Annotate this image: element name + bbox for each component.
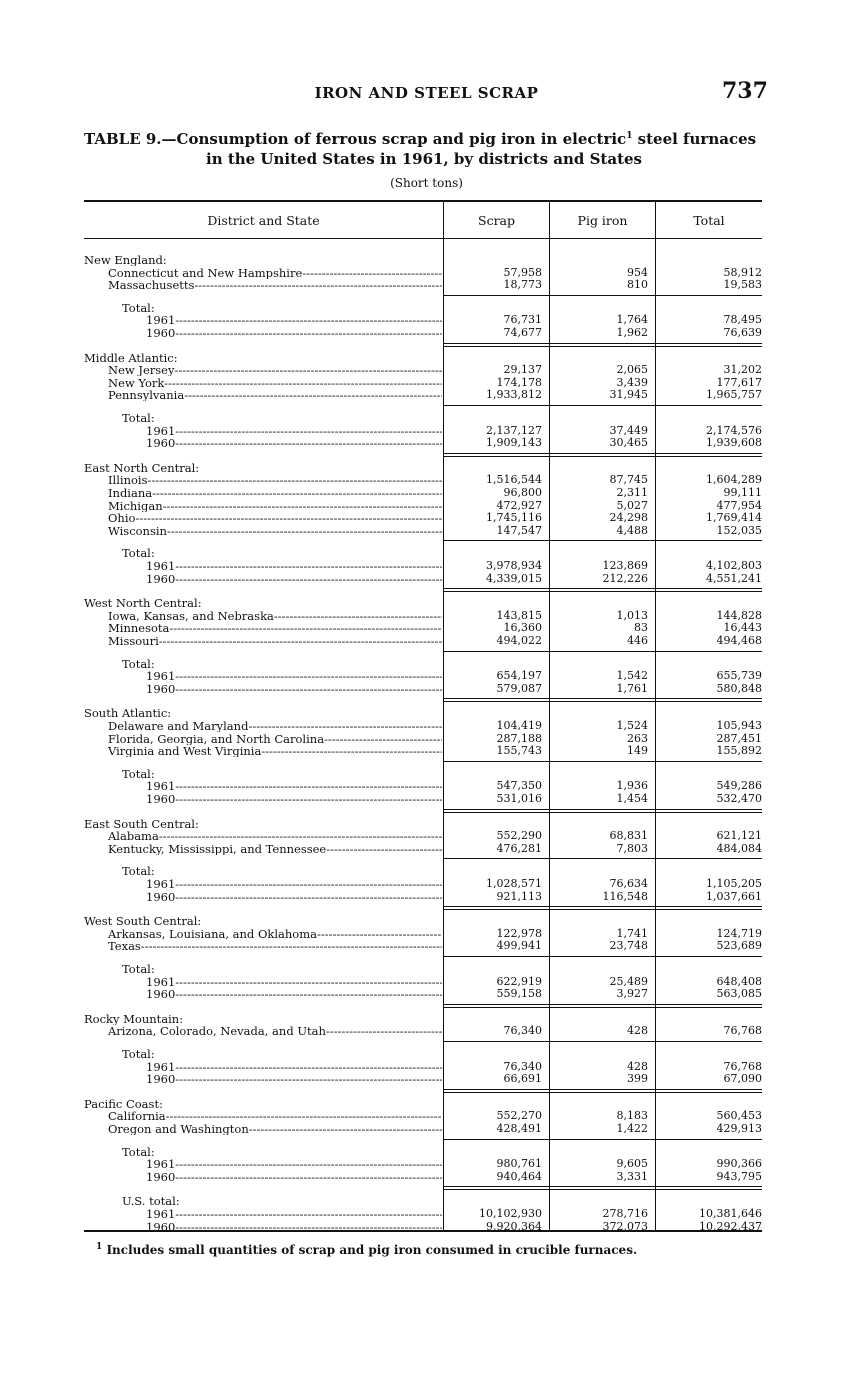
table-row <box>84 437 762 449</box>
pig-iron-value: 83 <box>634 621 648 635</box>
pig-iron-value: 428 <box>627 1024 648 1038</box>
row-label: Total: <box>122 547 155 560</box>
total-value: 76,639 <box>723 326 762 339</box>
row-label: Total: <box>122 963 155 975</box>
total-value: 560,453 <box>716 1109 762 1123</box>
subtotal-rule <box>444 295 762 296</box>
table-row <box>84 1123 762 1135</box>
row-label: Kentucky, Mississippi, and Tennessee ----- <box>84 843 442 855</box>
district-rule <box>444 809 762 813</box>
total-value: 532,470 <box>716 792 762 805</box>
table-row <box>84 560 762 572</box>
pig-iron-value: 1,454 <box>616 792 648 805</box>
table-row <box>84 474 762 486</box>
scrap-value: 1,933,812 <box>486 388 542 402</box>
scrap-value: 104,419 <box>496 719 542 732</box>
table-row <box>84 1171 762 1183</box>
row-label: Iowa, Kansas, and Nebraska ----- <box>84 610 442 622</box>
scrap-value: 980,761 <box>496 1157 542 1171</box>
row-label: 1960 ----- <box>84 793 442 805</box>
pig-iron-value: 810 <box>627 278 648 292</box>
total-value: 990,366 <box>716 1157 762 1171</box>
total-value: 76,768 <box>723 1024 762 1038</box>
scrap-value: 940,464 <box>496 1169 542 1183</box>
total-value: 484,084 <box>716 841 762 855</box>
table-row <box>84 745 762 757</box>
scrap-value: 96,800 <box>503 486 542 499</box>
total-heading <box>84 1048 762 1060</box>
row-label: Delaware and Maryland ----- <box>84 720 442 732</box>
total-value: 78,495 <box>723 313 762 327</box>
district-heading <box>84 1013 762 1025</box>
row-label: 1960 ----- <box>84 988 442 1000</box>
pig-iron-value: 76,634 <box>609 877 648 890</box>
pig-iron-value: 87,745 <box>609 473 648 487</box>
scrap-value: 531,016 <box>496 792 542 805</box>
pig-iron-value: 1,764 <box>616 313 648 327</box>
table-top-rule <box>84 200 762 202</box>
pig-iron-value: 116,548 <box>602 889 648 903</box>
row-label: Total: <box>122 412 155 424</box>
col-header-scrap: Scrap <box>478 213 515 228</box>
district-rule <box>444 906 762 910</box>
district-rule <box>444 1186 762 1190</box>
district-heading <box>84 915 762 927</box>
row-label: 1961 ----- <box>84 314 442 326</box>
table-row <box>84 1061 762 1073</box>
row-label: 1960 ----- <box>84 1221 442 1233</box>
total-value: 523,689 <box>716 939 762 953</box>
district-heading <box>84 1098 762 1110</box>
pig-iron-value: 1,761 <box>616 681 648 695</box>
scrap-value: 174,178 <box>496 375 542 389</box>
total-value: 2,174,576 <box>706 423 762 437</box>
scrap-value: 1,909,143 <box>486 436 542 450</box>
pig-iron-value: 3,439 <box>616 375 648 389</box>
row-label: 1961 ----- <box>84 1158 442 1170</box>
scrap-value: 9,920,364 <box>486 1219 542 1233</box>
total-value: 177,617 <box>716 375 762 389</box>
table-row <box>84 670 762 682</box>
pig-iron-value: 1,741 <box>616 926 648 940</box>
scrap-value: 76,731 <box>503 313 542 327</box>
scrap-value: 122,978 <box>496 926 542 940</box>
pig-iron-value: 1,524 <box>616 719 648 732</box>
pig-iron-value: 372,073 <box>602 1219 648 1233</box>
pig-iron-value: 212,226 <box>602 571 648 585</box>
row-label: Missouri ----- <box>84 635 442 647</box>
total-value: 105,943 <box>716 719 762 732</box>
row-label: East South Central: <box>84 817 199 830</box>
pig-iron-value: 2,065 <box>616 363 648 377</box>
scrap-value: 143,815 <box>496 608 542 622</box>
row-label: New Jersey ----- <box>84 364 442 376</box>
pig-iron-value: 278,716 <box>602 1207 648 1220</box>
district-heading <box>84 352 762 364</box>
table-row <box>84 720 762 732</box>
pig-iron-value: 37,449 <box>609 423 648 437</box>
subtotal-rule <box>444 761 762 762</box>
row-label: Rocky Mountain: <box>84 1012 184 1025</box>
row-label: 1961 ----- <box>84 1208 442 1220</box>
subtotal-rule <box>444 405 762 406</box>
total-heading <box>84 302 762 314</box>
pig-iron-value: 25,489 <box>609 974 648 988</box>
table-row <box>84 500 762 512</box>
table-row <box>84 976 762 988</box>
row-label: Wisconsin ----- <box>84 525 442 537</box>
row-label: Total: <box>122 865 155 878</box>
row-label: South Atlantic: <box>84 707 172 720</box>
district-heading <box>84 707 762 719</box>
district-heading <box>84 254 762 266</box>
row-label: Texas ----- <box>84 940 442 952</box>
total-value: 67,090 <box>723 1072 762 1086</box>
row-label: 1961 ----- <box>84 560 442 572</box>
district-rule <box>444 1089 762 1093</box>
scrap-value: 287,188 <box>496 731 542 745</box>
scrap-value: 147,547 <box>496 523 542 537</box>
row-label: 1960 ----- <box>84 1073 442 1085</box>
district-rule <box>444 453 762 457</box>
scrap-value: 76,340 <box>503 1059 542 1073</box>
row-label: Connecticut and New Hampshire ----- <box>84 267 442 279</box>
row-label: West North Central: <box>84 597 202 610</box>
total-value: 99,111 <box>723 486 762 499</box>
subtotal-rule <box>444 956 762 957</box>
pig-iron-value: 9,605 <box>616 1157 648 1171</box>
total-value: 648,408 <box>716 974 762 988</box>
row-label: Total: <box>122 301 155 314</box>
row-label: Total: <box>122 767 155 780</box>
caption-line-2: in the United States in 1961, by districts and States <box>206 150 642 168</box>
row-label: Arkansas, Louisiana, and Oklahoma ----- <box>84 928 442 940</box>
total-value: 1,037,661 <box>706 889 762 903</box>
scrap-value: 66,691 <box>503 1072 542 1086</box>
scrap-value: 1,516,544 <box>486 473 542 487</box>
row-label: 1960 ----- <box>84 1171 442 1183</box>
scrap-value: 654,197 <box>496 669 542 683</box>
total-value: 16,443 <box>723 621 762 635</box>
table-row <box>84 733 762 745</box>
district-heading <box>84 818 762 830</box>
running-header: IRON AND STEEL SCRAP <box>314 84 539 102</box>
scrap-value: 579,087 <box>496 681 542 695</box>
row-label: 1961 ----- <box>84 780 442 792</box>
pig-iron-value: 3,331 <box>616 1169 648 1183</box>
total-value: 144,828 <box>716 608 762 622</box>
scrap-value: 16,360 <box>503 621 542 635</box>
row-label: 1961 ----- <box>84 878 442 890</box>
pig-iron-value: 8,183 <box>616 1109 648 1123</box>
row-label: Virginia and West Virginia ----- <box>84 745 442 757</box>
total-value: 76,768 <box>723 1059 762 1073</box>
pig-iron-value: 4,488 <box>616 523 648 537</box>
row-label: Florida, Georgia, and North Carolina ----- <box>84 733 442 745</box>
pig-iron-value: 68,831 <box>609 829 648 843</box>
total-heading <box>84 658 762 670</box>
table-row <box>84 314 762 326</box>
total-value: 10,381,646 <box>699 1207 762 1220</box>
scrap-value: 552,290 <box>496 829 542 843</box>
scrap-value: 472,927 <box>496 498 542 512</box>
total-heading <box>84 547 762 559</box>
total-heading <box>84 768 762 780</box>
data-table <box>84 200 762 1232</box>
scrap-value: 559,158 <box>496 987 542 1001</box>
total-value: 580,848 <box>716 681 762 695</box>
page-number: 737 <box>722 78 768 104</box>
row-label: 1961 ----- <box>84 425 442 437</box>
pig-iron-value: 31,945 <box>609 388 648 402</box>
table-caption <box>84 126 764 169</box>
table-row <box>84 267 762 279</box>
footnote: $^1$ Includes small quantities of scrap and pig iron consumed in crucible furnaces. <box>96 1242 638 1257</box>
units-note: (Short tons) <box>390 176 463 190</box>
district-rule <box>444 588 762 592</box>
table-row <box>84 377 762 389</box>
pig-iron-value: 263 <box>627 731 648 745</box>
row-label: Illinois ----- <box>84 474 442 486</box>
table-row <box>84 878 762 890</box>
subtotal-rule <box>444 1041 762 1042</box>
scrap-value: 155,743 <box>496 744 542 758</box>
table-row <box>84 928 762 940</box>
pig-iron-value: 1,422 <box>616 1122 648 1135</box>
table-row <box>84 610 762 622</box>
table-row <box>84 988 762 1000</box>
table-row <box>84 780 762 792</box>
row-label: New England: <box>84 254 167 266</box>
row-label: 1960 ----- <box>84 327 442 339</box>
pig-iron-value: 1,542 <box>616 669 648 683</box>
row-label: 1960 ----- <box>84 437 442 449</box>
row-label: Total: <box>122 657 155 670</box>
total-heading <box>84 1146 762 1158</box>
row-label: West South Central: <box>84 915 202 928</box>
table-row <box>84 891 762 903</box>
table-row <box>84 1208 762 1220</box>
scrap-value: 29,137 <box>503 363 542 377</box>
district-heading <box>84 462 762 474</box>
scrap-value: 494,022 <box>496 634 542 647</box>
table-row <box>84 389 762 401</box>
subtotal-rule <box>444 540 762 541</box>
row-label: New York ----- <box>84 377 442 389</box>
total-value: 19,583 <box>723 278 762 292</box>
table-row <box>84 683 762 695</box>
row-label: Michigan ----- <box>84 500 442 512</box>
table-row <box>84 635 762 647</box>
row-label: Minnesota ----- <box>84 622 442 634</box>
row-label: East North Central: <box>84 461 200 474</box>
caption-line-1: TABLE 9.—Consumption of ferrous scrap and pig iron in electric$^1$ steel furnaces <box>84 130 757 148</box>
header-rule <box>84 238 762 239</box>
col-header-district: District and State <box>207 213 320 228</box>
total-value: 155,892 <box>716 744 762 758</box>
scrap-value: 18,773 <box>503 278 542 292</box>
total-value: 4,102,803 <box>706 559 762 572</box>
row-label: Massachusetts ----- <box>84 279 442 291</box>
col-header-total: Total <box>693 213 725 228</box>
pig-iron-value: 123,869 <box>602 559 648 572</box>
pig-iron-value: 2,311 <box>616 486 648 499</box>
district-heading <box>84 597 762 609</box>
table-row <box>84 525 762 537</box>
total-value: 1,105,205 <box>706 877 762 890</box>
table-row <box>84 1025 762 1037</box>
table-row <box>84 843 762 855</box>
scrap-value: 4,339,015 <box>486 571 542 585</box>
col-header-pig-iron: Pig iron <box>577 213 628 228</box>
pig-iron-value: 5,027 <box>616 498 648 512</box>
scrap-value: 1,745,116 <box>486 511 542 525</box>
district-rule <box>444 698 762 702</box>
row-label: Total: <box>122 1048 155 1060</box>
pig-iron-value: 1,936 <box>616 779 648 793</box>
table-row <box>84 573 762 585</box>
table-row <box>84 425 762 437</box>
table-row <box>84 1158 762 1170</box>
pig-iron-value: 3,927 <box>616 987 648 1001</box>
row-label: Indiana ----- <box>84 487 442 499</box>
total-value: 124,719 <box>716 926 762 940</box>
total-heading <box>84 865 762 877</box>
pig-iron-value: 446 <box>627 634 648 647</box>
scrap-value: 476,281 <box>496 841 542 855</box>
pig-iron-value: 954 <box>627 265 648 279</box>
row-label: Alabama ----- <box>84 830 442 842</box>
scrap-value: 428,491 <box>496 1122 542 1135</box>
row-label: 1961 ----- <box>84 670 442 682</box>
scrap-value: 57,958 <box>503 265 542 279</box>
total-value: 31,202 <box>723 363 762 377</box>
table-row <box>84 364 762 376</box>
scrap-value: 921,113 <box>496 889 542 903</box>
pig-iron-value: 7,803 <box>616 841 648 855</box>
row-label: Middle Atlantic: <box>84 351 178 364</box>
row-label: Pacific Coast: <box>84 1097 163 1110</box>
table-row <box>84 1110 762 1122</box>
table-row <box>84 512 762 524</box>
table-row <box>84 327 762 339</box>
total-heading <box>84 963 762 975</box>
total-value: 1,769,414 <box>706 511 762 525</box>
row-label: Arizona, Colorado, Nevada, and Utah ----- <box>84 1025 442 1037</box>
subtotal-rule <box>444 1139 762 1140</box>
pig-iron-value: 24,298 <box>609 511 648 525</box>
row-label: 1961 ----- <box>84 976 442 988</box>
total-value: 943,795 <box>716 1169 762 1183</box>
total-value: 58,912 <box>723 265 762 279</box>
pig-iron-value: 23,748 <box>609 939 648 953</box>
table-row <box>84 279 762 291</box>
total-value: 1,604,289 <box>706 473 762 487</box>
subtotal-rule <box>444 858 762 859</box>
total-value: 494,468 <box>716 634 762 647</box>
total-value: 10,292,437 <box>699 1219 762 1233</box>
district-rule <box>444 1004 762 1008</box>
table-row <box>84 1073 762 1085</box>
total-heading <box>84 412 762 424</box>
scrap-value: 1,028,571 <box>486 877 542 890</box>
table-row <box>84 940 762 952</box>
row-label: California ----- <box>84 1110 442 1122</box>
total-value: 549,286 <box>716 779 762 793</box>
total-value: 4,551,241 <box>706 571 762 585</box>
pig-iron-value: 149 <box>627 744 648 758</box>
row-label: Oregon and Washington ----- <box>84 1123 442 1135</box>
total-value: 563,085 <box>716 987 762 1001</box>
pig-iron-value: 1,962 <box>616 326 648 339</box>
row-label: U.S. total: <box>122 1195 180 1208</box>
total-value: 1,939,608 <box>706 436 762 450</box>
total-value: 1,965,757 <box>706 388 762 402</box>
scrap-value: 10,102,930 <box>479 1207 542 1220</box>
pig-iron-value: 428 <box>627 1059 648 1073</box>
table-row <box>84 1221 762 1233</box>
row-label: Ohio ----- <box>84 512 442 524</box>
pig-iron-value: 1,013 <box>616 608 648 622</box>
pig-iron-value: 30,465 <box>609 436 648 450</box>
total-value: 287,451 <box>716 731 762 745</box>
table-row <box>84 487 762 499</box>
scrap-value: 2,137,127 <box>486 423 542 437</box>
scrap-value: 499,941 <box>496 939 542 953</box>
table-row <box>84 622 762 634</box>
pig-iron-value: 399 <box>627 1072 648 1086</box>
scrap-value: 76,340 <box>503 1024 542 1038</box>
row-label: 1960 ----- <box>84 683 442 695</box>
district-rule <box>444 343 762 347</box>
row-label: 1961 ----- <box>84 1061 442 1073</box>
subtotal-rule <box>444 651 762 652</box>
total-value: 655,739 <box>716 669 762 683</box>
row-label: Total: <box>122 1145 155 1158</box>
total-heading <box>84 1195 762 1207</box>
scrap-value: 547,350 <box>496 779 542 793</box>
total-value: 152,035 <box>716 523 762 537</box>
table-row <box>84 830 762 842</box>
total-value: 621,121 <box>716 829 762 843</box>
scrap-value: 74,677 <box>503 326 542 339</box>
table-row <box>84 793 762 805</box>
scrap-value: 622,919 <box>496 974 542 988</box>
row-label: Pennsylvania ----- <box>84 389 442 401</box>
scrap-value: 552,270 <box>496 1109 542 1123</box>
total-value: 477,954 <box>716 498 762 512</box>
total-value: 429,913 <box>716 1122 762 1135</box>
row-label: 1960 ----- <box>84 891 442 903</box>
row-label: 1960 ----- <box>84 573 442 585</box>
scrap-value: 3,978,934 <box>486 559 542 572</box>
